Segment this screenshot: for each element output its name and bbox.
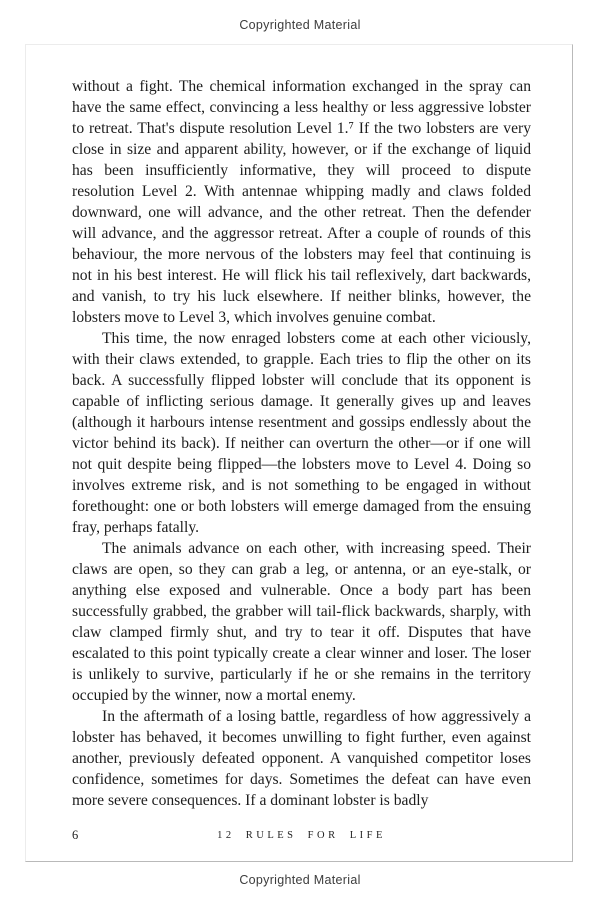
- running-head: 12 RULES FOR LIFE: [217, 830, 386, 841]
- paragraph: In the aftermath of a losing battle, regardless of how aggressively a lobster has behaved, it becomes unwilling to fight further, even against another, previously defeated opponent. A vanquished competitor loses confidence, sometimes for days. Sometimes the defeat can have even more severe consequences. If a dominant lobster is badly: [72, 708, 531, 809]
- paragraph: The animals advance on each other, with increasing speed. Their claws are open, so they can grab a leg, or antenna, or an eye-stalk, or anything else exposed and vulnerable. Once a body part has been successfully grabbed, the grabber will tail-flick backwards, sharply, with claw clamped firmly shut, and try to tear it off. Disputes that have escalated to this point typically create a clear winner and loser. The loser is unlikely to survive, particularly if he or she remains in the territory occupied by the winner, now a mortal enemy.: [72, 540, 531, 704]
- page-footer: [72, 827, 531, 845]
- page-number: 6: [72, 828, 80, 842]
- paragraph: This time, the now enraged lobsters come at each other viciously, with their claws extended, to grapple. Each tries to flip the other on its back. A successfully flipped lobster will conclude that its opponent is capable of inflicting serious damage. It generally gives up and leaves (although it harbours intense resentment and gossips endlessly about the victor behind its back). If neither can overturn the other—or if one will not quit despite being flipped—the lobsters move to Level 4. Doing so involves extreme risk, and is not something to be engaged in without forethought: one or both lobsters will emerge damaged from the ensuing fray, perhaps fatally.: [72, 330, 531, 536]
- paragraph: without a fight. The chemical information exchanged in the spray can have the same effect, convincing a less healthy or less aggressive lobster to retreat. That's dispute resolution Level 1.⁷ If the two lobsters are very close in size and apparent ability, however, or if the exchange of liquid has been insufficiently informative, they will proceed to dispute resolution Level 2. With antennae whipping madly and claws folded downward, one will advance, and the other retreat. Then the defender will advance, and the aggressor retreat. After a couple of rounds of this behaviour, the more nervous of the lobsters may feel that continuing is not in his best interest. He will flick his tail reflexively, dart backwards, and vanish, to try his luck elsewhere. If neither blinks, however, the lobsters move to Level 3, which involves genuine combat.: [72, 78, 531, 326]
- copyright-notice-bottom: Copyrighted Material: [239, 873, 361, 887]
- body-text-block: [72, 76, 531, 811]
- copyright-notice-top: Copyrighted Material: [239, 18, 361, 32]
- book-page: [25, 44, 573, 862]
